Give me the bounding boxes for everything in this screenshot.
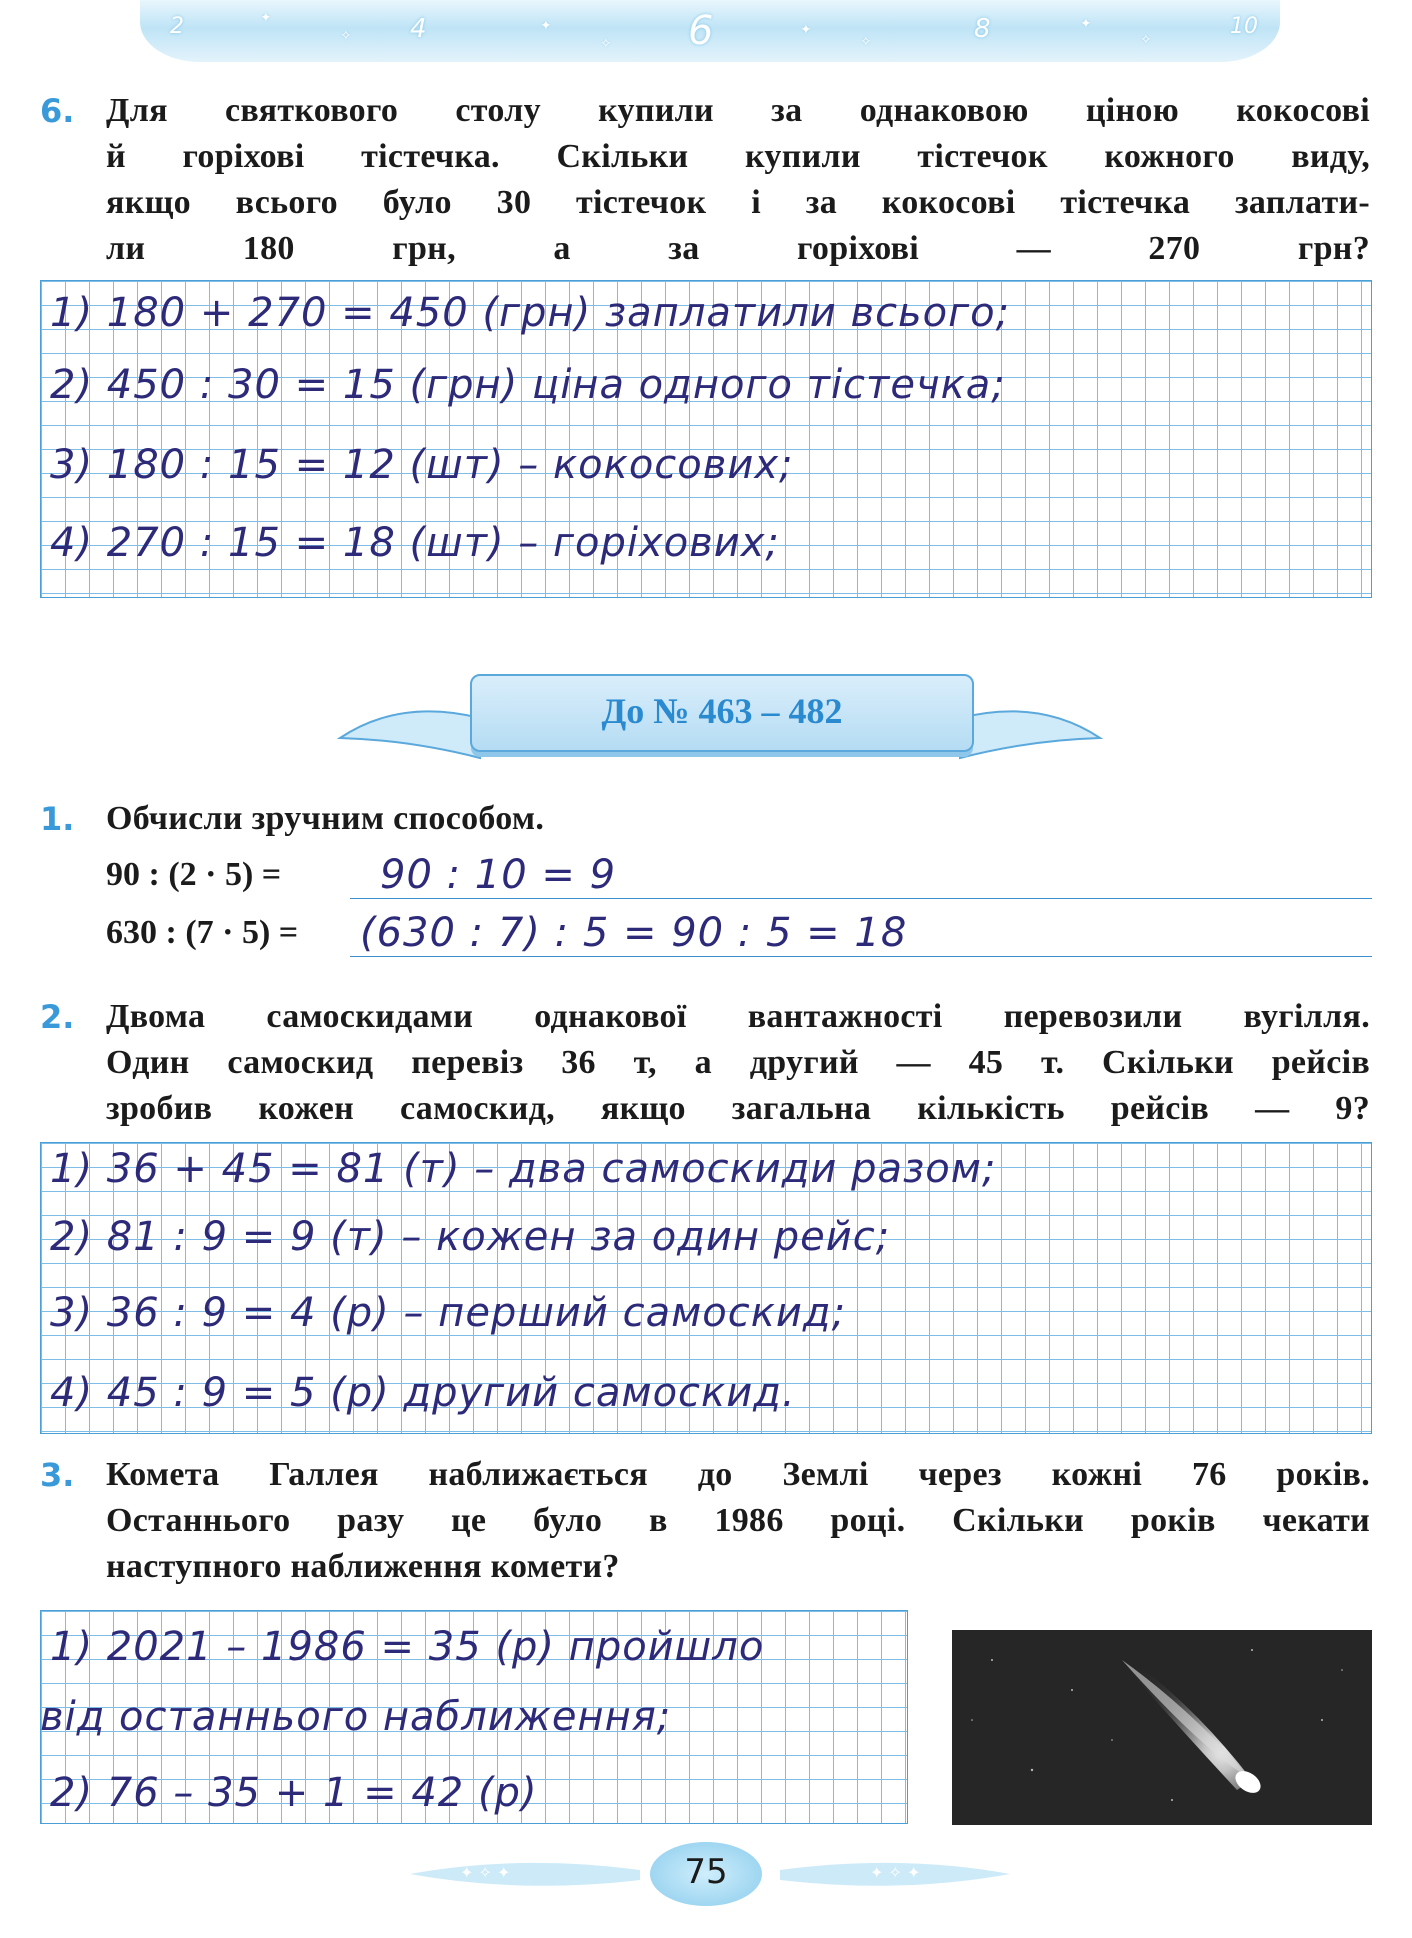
comet-image: [952, 1630, 1372, 1825]
star-icon: ✧: [860, 35, 872, 50]
ribbon-number: 2: [170, 14, 184, 39]
handwritten-line: 1) 2021 – 1986 = 35 (р) пройшло: [50, 1624, 765, 1670]
answer-line[interactable]: [350, 956, 1372, 957]
text-line: й горіхові тістечка. Скільки купили тістечок кожного виду,: [106, 138, 1370, 175]
task-1-prompt: Обчисли зручним способом.: [106, 800, 545, 837]
section-banner: [330, 668, 1110, 778]
task-2-number: 2.: [40, 998, 75, 1036]
comet-photo: [952, 1630, 1372, 1825]
ribbon-number: 8: [974, 14, 991, 44]
handwritten-line: 3) 36 : 9 = 4 (р) – перший самоскид;: [50, 1290, 847, 1336]
text-line: ли 180 грн, а за горіхові — 270 грн?: [106, 230, 1370, 267]
handwritten-answer: (630 : 7) : 5 = 90 : 5 = 18: [360, 910, 908, 956]
handwritten-line: 2) 81 : 9 = 9 (т) – кожен за один рейс;: [50, 1214, 891, 1260]
task-6-number: 6.: [40, 92, 75, 130]
star-icon: ✦: [260, 11, 272, 26]
handwritten-line: 2) 450 : 30 = 15 (грн) ціна одного тістечка;: [50, 362, 1006, 408]
banner-label: До № 463 – 482: [601, 691, 843, 731]
ribbon-number: 10: [1230, 14, 1258, 39]
text-line: зробив кожен самоскид, якщо загальна кількість рейсів — 9?: [106, 1090, 1370, 1127]
banner-box: [470, 674, 974, 752]
handwritten-line: 1) 36 + 45 = 81 (т) – два самоскиди разом;: [50, 1146, 997, 1192]
text-line: якщо всього було 30 тістечок і за кокосові тістечка заплати-: [106, 184, 1370, 221]
star-icon: ✧: [1140, 33, 1152, 48]
text-line: наступного наближення комети?: [106, 1548, 620, 1585]
text-line: Один самоскид перевіз 36 т, а другий — 45 т. Скільки рейсів: [106, 1044, 1370, 1081]
text-line: Комета Галлея наближається до Землі через кожні 76 років.: [106, 1456, 1370, 1493]
expression: 630 : (7 · 5) =: [106, 914, 299, 951]
star-icon: ✧: [600, 37, 612, 52]
star-icon: ✧: [340, 29, 352, 44]
handwritten-line: 4) 270 : 15 = 18 (шт) – горіхових;: [50, 520, 780, 566]
top-ribbon: [140, 0, 1280, 62]
handwritten-line: 1) 180 + 270 = 450 (грн) заплатили всього;: [50, 290, 1011, 336]
ribbon-number: 6: [688, 8, 714, 54]
handwritten-answer: 90 : 10 = 9: [380, 852, 617, 898]
task-3-text: [106, 1452, 1370, 1590]
ribbon-number: 4: [410, 14, 427, 44]
handwritten-line: від останнього наближення;: [40, 1694, 672, 1740]
handwritten-line: 2) 76 – 35 + 1 = 42 (р): [50, 1770, 538, 1816]
task-1-number: 1.: [40, 800, 75, 838]
star-icon: ✦: [1080, 17, 1092, 32]
svg-text:✦ ✧ ✦: ✦ ✧ ✦: [870, 1863, 921, 1882]
task-3-number: 3.: [40, 1456, 75, 1494]
star-icon: ✦: [540, 19, 552, 34]
task-2-text: [106, 994, 1370, 1132]
handwritten-line: 4) 45 : 9 = 5 (р) другий самоскид.: [50, 1370, 796, 1416]
expression: 90 : (2 · 5) =: [106, 856, 282, 893]
text-line: Двома самоскидами однакової вантажності перевозили вугілля.: [106, 998, 1370, 1035]
text-line: Останнього разу це було в 1986 році. Скільки років чекати: [106, 1502, 1370, 1539]
page-number: 75: [684, 1852, 728, 1892]
text-line: Для святкового столу купили за однаковою ціною кокосові: [106, 92, 1370, 129]
svg-text:✦ ✧ ✦: ✦ ✧ ✦: [460, 1863, 511, 1882]
handwritten-line: 3) 180 : 15 = 12 (шт) – кокосових;: [50, 442, 794, 488]
star-icon: ✦: [800, 23, 812, 38]
task-6-text: [106, 88, 1370, 272]
answer-line[interactable]: [350, 898, 1372, 899]
